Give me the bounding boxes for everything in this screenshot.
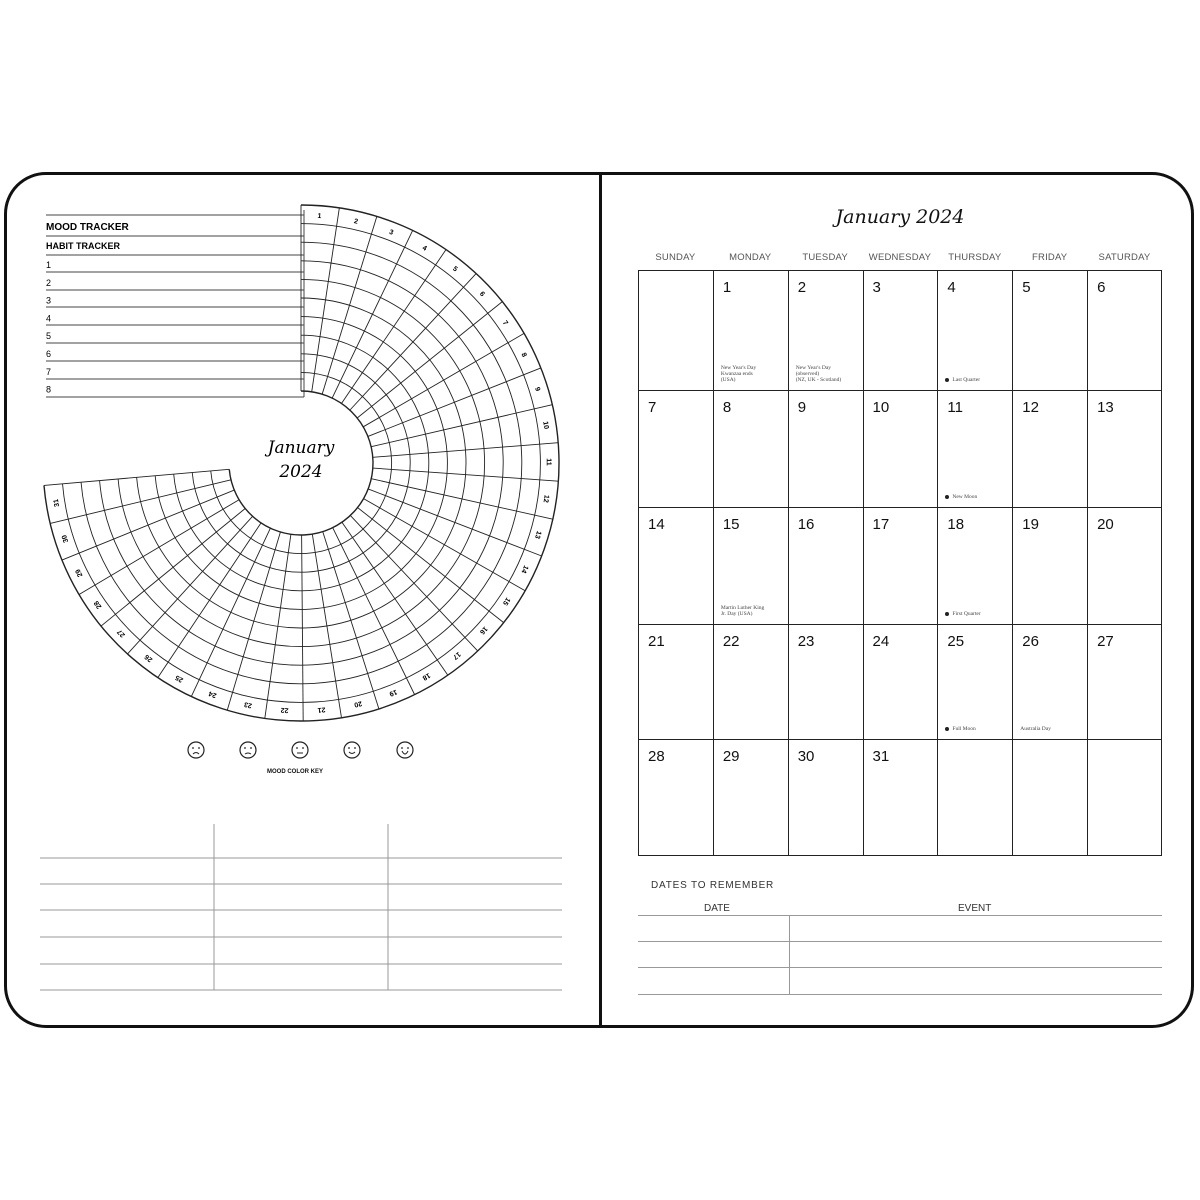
day-number: 2 xyxy=(797,279,807,296)
calendar-day-cell[interactable] xyxy=(713,390,788,507)
calendar-day-cell[interactable] xyxy=(1087,390,1162,507)
day-note: Last Quarter xyxy=(945,377,1011,383)
wheel-day-number: 11 xyxy=(544,458,552,466)
calendar-day-cell[interactable] xyxy=(638,624,713,739)
calendar-day-cell[interactable] xyxy=(937,624,1012,739)
event-column-header: EVENT xyxy=(958,903,992,914)
weekday-header: THURSDAY xyxy=(948,252,1002,263)
day-number: 10 xyxy=(872,399,890,416)
day-number: 7 xyxy=(648,399,657,416)
wheel-spoke xyxy=(364,499,526,591)
calendar-day-cell[interactable] xyxy=(937,739,1012,856)
dates-line xyxy=(638,915,1162,916)
wheel-day-number: 3 xyxy=(387,228,395,237)
day-number: 24 xyxy=(872,633,890,650)
wheel-day-number: 17 xyxy=(451,650,462,661)
calendar-day-cell[interactable] xyxy=(788,624,863,739)
calendar-day-cell[interactable] xyxy=(788,739,863,856)
mood-happy-face-icon xyxy=(397,742,413,758)
wheel-day-number: 1 xyxy=(317,212,322,221)
day-number: 16 xyxy=(797,516,815,533)
mood-smile-face-icon xyxy=(344,742,360,758)
day-note: Martin Luther King Jr. Day (USA) xyxy=(720,605,765,617)
calendar-day-cell[interactable] xyxy=(1012,507,1087,624)
calendar-day-cell[interactable] xyxy=(1087,739,1162,856)
wheel-spoke xyxy=(333,528,415,698)
wheel-day-number: 25 xyxy=(174,673,185,684)
weekday-header: SUNDAY xyxy=(655,252,696,263)
wheel-day-number: 2 xyxy=(353,218,359,226)
wheel-spoke xyxy=(44,469,229,485)
habit-row-number: 8 xyxy=(46,384,52,395)
day-number: 27 xyxy=(1097,633,1114,650)
calendar-day-cell[interactable] xyxy=(1087,270,1162,390)
wheel-day-number: 13 xyxy=(533,529,543,540)
wheel-day-number: 20 xyxy=(353,699,363,708)
day-note: New Moon xyxy=(945,494,1011,500)
wheel-spoke xyxy=(368,489,541,556)
day-number: 1 xyxy=(722,279,732,296)
day-note: Full Moon xyxy=(945,726,1011,732)
calendar-day-cell[interactable] xyxy=(863,624,938,739)
calendar-day-cell[interactable] xyxy=(1012,270,1087,390)
weekday-header: MONDAY xyxy=(729,252,772,263)
day-number: 9 xyxy=(797,399,807,416)
day-note: New Year's Day Kwanzaa ends (USA) xyxy=(720,365,757,383)
wheel-day-number: 29 xyxy=(74,567,85,578)
wheel-spoke xyxy=(79,500,239,595)
day-number: 8 xyxy=(722,399,732,416)
wheel-title-month: January xyxy=(267,438,335,458)
face-mouth xyxy=(245,753,251,754)
wheel-day-number: 15 xyxy=(500,595,512,607)
moon-phase-dot-icon xyxy=(945,378,949,382)
wheel-spoke xyxy=(62,490,234,560)
calendar-day-cell[interactable] xyxy=(1087,624,1162,739)
wheel-day-number: 31 xyxy=(52,498,62,508)
weekday-header: SATURDAY xyxy=(1098,252,1151,263)
wheel-day-number: 23 xyxy=(243,700,253,709)
wheel-day-number: 9 xyxy=(533,386,541,393)
habit-row-number: 6 xyxy=(46,349,52,359)
day-number: 6 xyxy=(1097,279,1106,296)
calendar-day-cell[interactable] xyxy=(863,270,938,390)
calendar-day-cell[interactable] xyxy=(638,739,713,856)
wheel-day-number: 21 xyxy=(317,705,326,714)
wheel-day-number: 28 xyxy=(93,599,104,610)
wheel-day-number: 18 xyxy=(420,671,432,682)
face-eye xyxy=(250,747,252,749)
mood-color-key-label: MOOD COLOR KEY xyxy=(266,769,323,775)
weekday-header: FRIDAY xyxy=(1032,252,1068,263)
wheel-spoke xyxy=(342,522,448,675)
wheel-spoke xyxy=(312,534,341,718)
habit-row-number: 1 xyxy=(46,260,52,270)
day-number: 29 xyxy=(722,748,740,765)
day-number: 22 xyxy=(722,633,740,650)
day-number: 11 xyxy=(947,399,963,416)
moon-phase-dot-icon xyxy=(945,727,949,731)
wheel-day-number: 19 xyxy=(388,687,398,698)
day-note: First Quarter xyxy=(945,611,1011,617)
wheel-day-number: 12 xyxy=(541,494,550,504)
wheel-day-number: 10 xyxy=(541,420,550,430)
face-outline xyxy=(397,742,413,758)
calendar-day-cell[interactable] xyxy=(1012,390,1087,507)
wheel-spoke xyxy=(357,302,502,418)
wheel-day-number: 5 xyxy=(451,265,459,274)
calendar-day-cell[interactable] xyxy=(863,390,938,507)
day-number: 15 xyxy=(722,516,740,533)
calendar-title: January 2024 xyxy=(835,206,965,228)
calendar-day-cell[interactable] xyxy=(788,507,863,624)
face-outline xyxy=(344,742,360,758)
dates-to-remember-label: DATES TO REMEMBER xyxy=(651,880,775,891)
left-notes-grid xyxy=(40,824,562,990)
wheel-day-number: 7 xyxy=(500,319,509,327)
calendar-day-cell[interactable] xyxy=(863,739,938,856)
calendar-day-cell[interactable] xyxy=(937,270,1012,390)
wheel-day-number: 22 xyxy=(280,705,289,714)
wheel-spoke xyxy=(350,274,476,411)
face-outline xyxy=(240,742,256,758)
mood-frown-face-icon xyxy=(240,742,256,758)
day-number: 18 xyxy=(947,516,965,533)
calendar-day-cell[interactable] xyxy=(937,390,1012,507)
wheel-spoke xyxy=(312,208,340,392)
habit-tracker-lines xyxy=(46,210,304,397)
day-number: 26 xyxy=(1022,633,1039,650)
wheel-day-number: 30 xyxy=(61,533,71,544)
face-eye xyxy=(348,747,350,749)
calendar-day-cell[interactable] xyxy=(638,507,713,624)
day-number: 4 xyxy=(947,279,956,296)
day-number: 30 xyxy=(797,748,815,765)
wheel-spoke xyxy=(368,368,541,437)
day-number: 21 xyxy=(648,633,665,650)
habit-row-number: 2 xyxy=(46,277,52,288)
dates-divider xyxy=(789,915,790,994)
wheel-day-number: 6 xyxy=(477,290,486,299)
calendar-day-cell[interactable] xyxy=(1012,739,1087,856)
habit-row-number: 3 xyxy=(46,295,52,306)
wheel-spoke xyxy=(358,508,504,623)
moon-phase-dot-icon xyxy=(945,495,949,499)
habit-tracker-label: HABIT TRACKER xyxy=(46,241,120,251)
calendar-day-cell[interactable] xyxy=(937,507,1012,624)
wheel-spoke xyxy=(227,532,280,710)
day-number: 19 xyxy=(1022,516,1039,533)
wheel-spoke xyxy=(265,534,291,718)
wheel-day-number: 16 xyxy=(478,624,489,636)
calendar-day-cell[interactable] xyxy=(1087,507,1162,624)
face-outline xyxy=(188,742,204,758)
face-mouth xyxy=(402,751,408,754)
day-number: 20 xyxy=(1097,516,1114,533)
calendar-day-cell[interactable] xyxy=(863,507,938,624)
wheel-title-year: 2024 xyxy=(279,462,323,482)
day-number: 25 xyxy=(947,633,965,650)
day-number: 17 xyxy=(872,516,890,533)
date-column-header: DATE xyxy=(704,903,730,914)
dates-line xyxy=(638,967,1162,968)
calendar-day-cell[interactable] xyxy=(713,270,788,390)
mood-neutral-face-icon xyxy=(292,742,308,758)
face-outline xyxy=(292,742,308,758)
mood-sad-face-icon xyxy=(188,742,204,758)
mood-faces xyxy=(188,742,413,758)
mood-tracker-label: MOOD TRACKER xyxy=(46,222,129,233)
moon-phase-dot-icon xyxy=(945,612,949,616)
wheel-day-number: 8 xyxy=(519,351,528,359)
habit-row-number: 4 xyxy=(46,313,52,324)
wheel-day-number: 24 xyxy=(207,689,218,699)
day-number: 13 xyxy=(1097,399,1114,416)
day-number: 12 xyxy=(1022,399,1039,416)
calendar-day-cell[interactable] xyxy=(1012,624,1087,739)
calendar-day-cell[interactable] xyxy=(638,390,713,507)
face-eye xyxy=(192,747,194,749)
calendar-day-cell[interactable] xyxy=(713,739,788,856)
day-number: 28 xyxy=(648,748,665,765)
day-number: 31 xyxy=(872,748,890,765)
habit-row-number: 5 xyxy=(46,331,52,342)
face-mouth xyxy=(349,752,355,754)
face-eye xyxy=(354,747,356,749)
day-number: 14 xyxy=(648,516,665,533)
day-number: 3 xyxy=(872,279,881,296)
calendar-day-cell[interactable] xyxy=(713,624,788,739)
day-note: New Year's Day (observed) (NZ, UK - Scotland) xyxy=(795,365,842,383)
wheel-day-number: 27 xyxy=(116,627,127,639)
day-number: 23 xyxy=(797,633,815,650)
wheel-day-number: 26 xyxy=(143,652,155,663)
wheel-spoke xyxy=(341,250,446,404)
face-eye xyxy=(296,747,298,749)
calendar-day-cell[interactable] xyxy=(638,270,713,390)
day-number: 5 xyxy=(1022,279,1031,296)
dates-line xyxy=(638,994,1162,995)
face-eye xyxy=(302,747,304,749)
weekday-header: WEDNESDAY xyxy=(868,252,932,263)
weekday-header: TUESDAY xyxy=(802,252,848,263)
wheel-spoke xyxy=(191,528,270,699)
wheel-spoke xyxy=(158,523,261,678)
calendar-day-cell[interactable] xyxy=(713,507,788,624)
wheel-spoke xyxy=(50,480,231,524)
wheel-spoke xyxy=(371,405,552,447)
habit-row-number: 7 xyxy=(46,366,52,377)
wheel-spoke xyxy=(332,230,413,398)
day-note: Australia Day xyxy=(1020,726,1051,732)
wheel-day-number: 4 xyxy=(420,244,428,253)
face-eye xyxy=(401,747,403,749)
calendar-day-cell[interactable] xyxy=(788,390,863,507)
face-eye xyxy=(407,747,409,749)
face-eye xyxy=(244,747,246,749)
wheel-spoke xyxy=(323,532,379,709)
habit-row-numbers xyxy=(46,260,51,395)
calendar-day-cell[interactable] xyxy=(788,270,863,390)
wheel-day-number: 14 xyxy=(519,564,530,575)
face-mouth xyxy=(193,753,199,755)
wheel-spoke xyxy=(128,516,253,654)
face-eye xyxy=(198,747,200,749)
wheel-spoke xyxy=(322,216,377,394)
dates-line xyxy=(638,941,1162,942)
